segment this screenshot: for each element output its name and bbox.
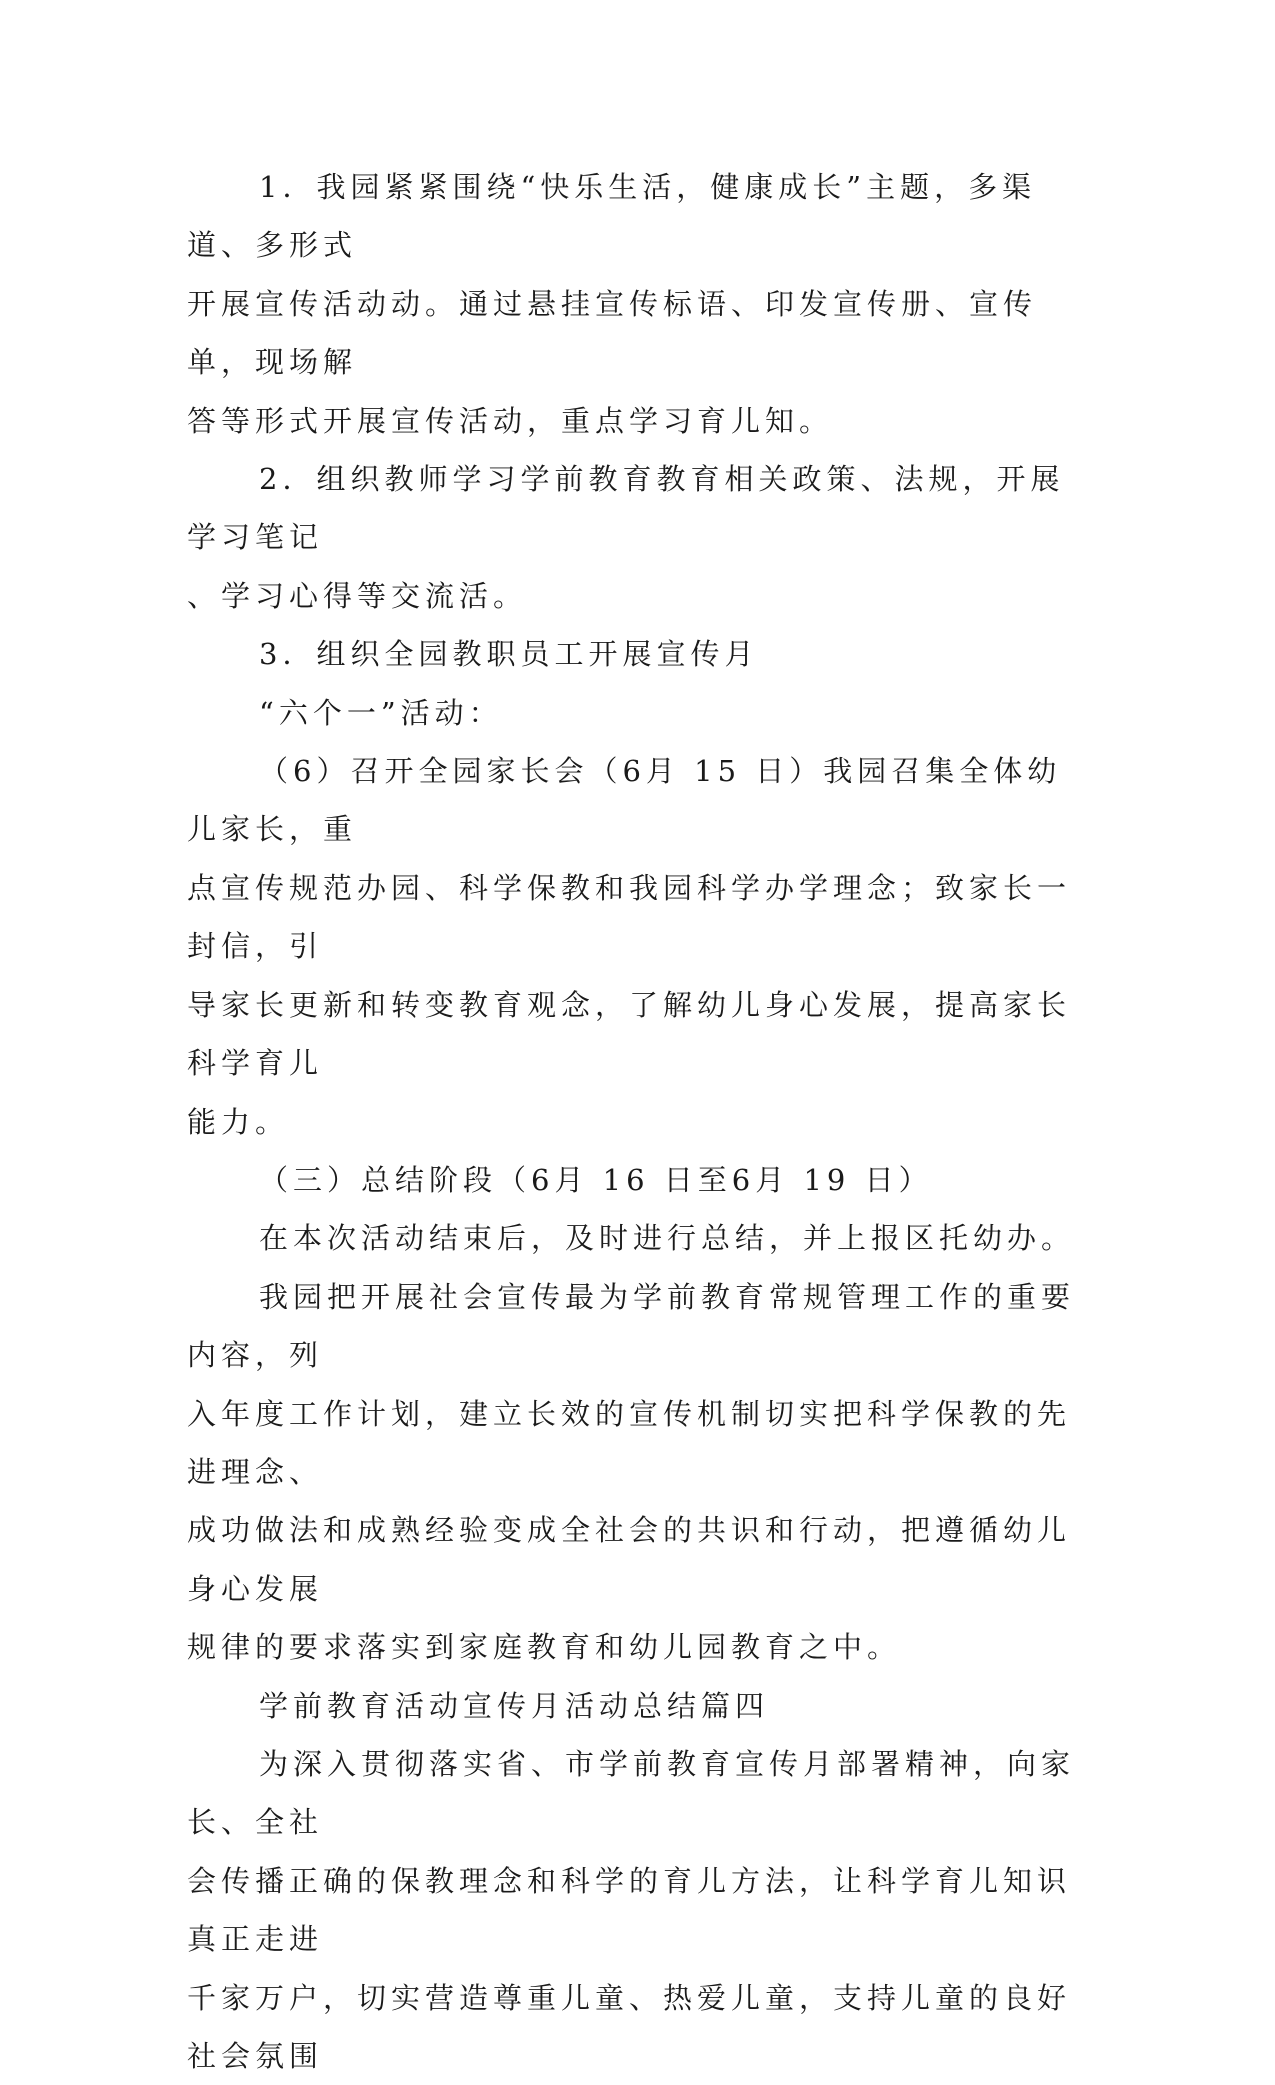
- paragraph-8: 为深入贯彻落实省、市学前教育宣传月部署精神，向家长、全社 会传播正确的保教理念和科学的育儿方法，让科学育儿知识真正走进 千家万户，切实营造尊重儿童、热爱儿童，支持儿童的良好社会氛围: [187, 1746, 1076, 2073]
- paragraph-3: 3．组织全园教职员工开展宣传月: [259, 637, 759, 672]
- article-title: 学前教育活动宣传月活动总结篇四: [259, 1688, 770, 1723]
- paragraph-4: “六个一”活动：: [259, 695, 503, 730]
- paragraph-5: （6）召开全园家长会（6月 15 日）我园召集全体幼儿家长，重 点宣传规范办园、科学保教和我园科学办学理念；致家长一封信，引 导家长更新和转变教育观念，了解幼儿身心发展，提高家长科学育儿 能力。: [187, 754, 1072, 1139]
- paragraph-2: 2．组织教师学习学前教育教育相关政策、法规，开展学习笔记 、学习心得等交流活。: [187, 462, 1065, 613]
- paragraph-1: 1．我园紧紧围绕“快乐生活，健康成长”主题，多渠道、多形式 开展宣传活动动。通过悬挂宣传标语、印发宣传册、宣传单，现场解 答等形式开展宣传活动，重点学习育儿知。: [187, 170, 1038, 438]
- paragraph-6: 在本次活动结束后，及时进行总结，并上报区托幼办。: [259, 1221, 1076, 1256]
- section-heading: （三）总结阶段（6月 16 日至6月 19 日）: [259, 1162, 933, 1197]
- paragraph-7: 我园把开展社会宣传最为学前教育常规管理工作的重要内容，列 入年度工作计划，建立长效的宣传机制切实把科学保教的先进理念、 成功做法和成熟经验变成全社会的共识和行动，把遵循幼儿身心发展 规律的要求落实到家庭教育和幼儿园教育之中。: [187, 1279, 1076, 1665]
- document-body: [187, 158, 1087, 2085]
